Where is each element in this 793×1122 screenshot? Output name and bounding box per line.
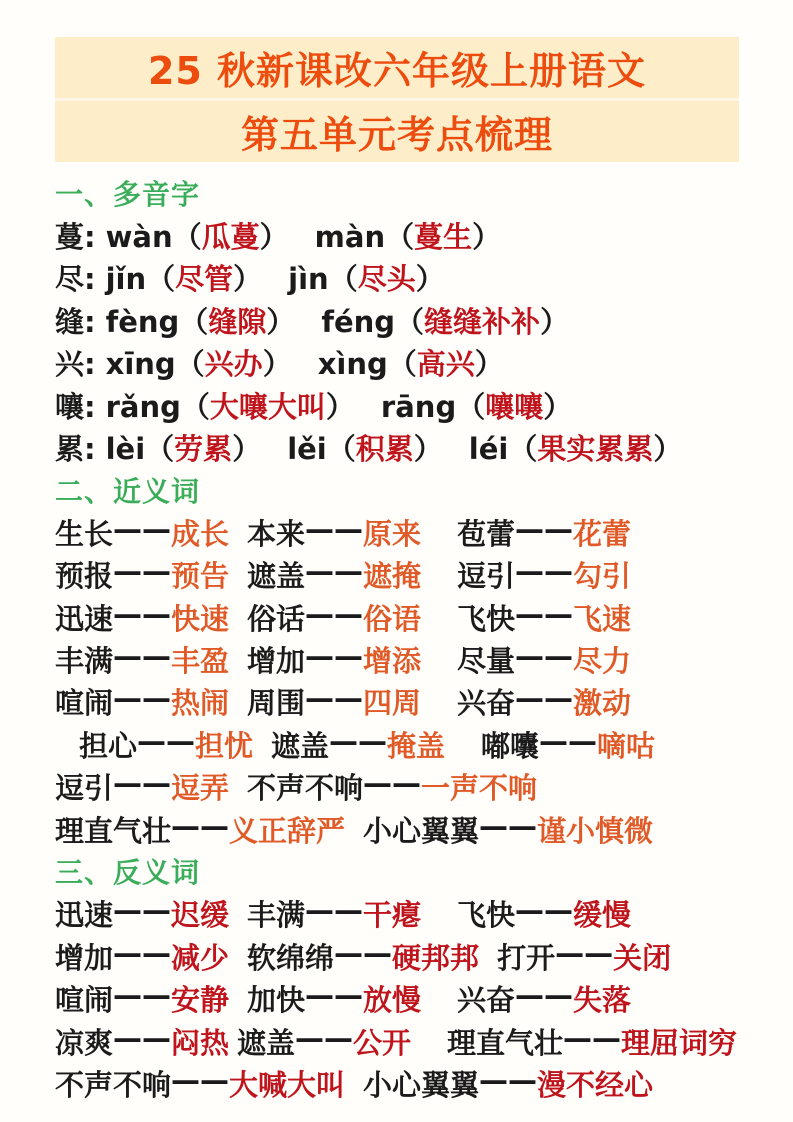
polyphone-character: 兴:	[55, 347, 96, 382]
word-pair	[247, 512, 457, 553]
pair-word-b: 失落	[573, 983, 632, 1018]
polyphone-reading	[381, 385, 572, 426]
reading-close-paren: ）	[474, 347, 504, 382]
pair-dash: ——	[113, 978, 172, 1013]
reading-pinyin: féng（	[321, 304, 425, 339]
pair-dash: ——	[329, 723, 388, 758]
pair-dash: ——	[515, 638, 574, 673]
pair-word-a: 喧闹	[55, 686, 114, 721]
reading-example-word: 瓜蔓	[201, 220, 260, 255]
polyphone-character: 缝:	[55, 304, 96, 339]
reading-pinyin: fèng（	[105, 304, 209, 339]
pair-word-b: 尽力	[573, 643, 632, 678]
pair-dash: ——	[113, 554, 172, 589]
pair-word-b: 担忧	[195, 728, 254, 763]
pair-word-a: 担心	[79, 728, 138, 763]
reading-close-paren: ）	[232, 432, 262, 467]
pair-dash: ——	[113, 1020, 172, 1055]
pair-dash: ——	[515, 893, 574, 928]
pair-word-b: 嘀咕	[597, 728, 656, 763]
reading-example-word: 缝隙	[208, 304, 267, 339]
pair-word-a: 嘟囔	[481, 728, 540, 763]
polyphone-row	[55, 426, 755, 468]
antonym-rows	[55, 893, 755, 1105]
synonym-row	[55, 808, 755, 850]
pair-dash: ——	[515, 511, 574, 546]
pair-word-a: 俗话	[247, 601, 306, 636]
word-pair	[457, 681, 649, 722]
reading-close-paren: ）	[543, 389, 573, 424]
word-pair	[447, 1021, 755, 1062]
pair-word-a: 凉爽	[55, 1025, 114, 1060]
pair-word-b: 安静	[171, 983, 230, 1018]
pair-word-a: 增加	[55, 940, 114, 975]
word-pair	[237, 1021, 447, 1062]
pair-word-b: 丰盈	[171, 643, 230, 678]
reading-pinyin: rǎng（	[105, 389, 210, 424]
reading-close-paren: ）	[653, 432, 683, 467]
word-pair	[79, 724, 271, 765]
pair-dash: ——	[137, 723, 196, 758]
pair-dash: ——	[171, 808, 230, 843]
word-pair	[55, 766, 247, 807]
pair-word-a: 苞蕾	[457, 516, 516, 551]
reading-close-paren: ）	[540, 304, 570, 339]
word-pair	[457, 554, 649, 595]
synonym-row	[55, 681, 755, 723]
pair-word-b: 迟缓	[171, 898, 230, 933]
reading-example-word: 嚷嚷	[485, 389, 544, 424]
pair-dash: ——	[363, 766, 422, 801]
reading-close-paren: ）	[472, 220, 502, 255]
reading-pinyin: màn（	[314, 220, 415, 255]
pair-word-a: 本来	[247, 516, 306, 551]
pair-word-a: 理直气壮	[55, 813, 172, 848]
pair-word-a: 飞快	[457, 601, 516, 636]
polyphone-row	[55, 342, 755, 384]
pair-word-b: 闷热	[171, 1025, 230, 1060]
reading-pinyin: jìn（	[288, 262, 358, 297]
pair-word-a: 软绵绵	[247, 940, 335, 975]
pair-word-a: 小心翼翼	[363, 1067, 480, 1102]
reading-pinyin: rāng（	[380, 389, 486, 424]
polyphone-reading	[469, 427, 683, 468]
pair-dash: ——	[294, 1020, 353, 1055]
pair-dash: ——	[305, 596, 364, 631]
pair-dash: ——	[113, 766, 172, 801]
pair-word-b: 成长	[171, 516, 230, 551]
pair-word-b: 硬邦邦	[392, 940, 480, 975]
pair-word-b: 逗弄	[171, 771, 230, 806]
pair-word-b: 掩盖	[387, 728, 446, 763]
word-pair	[55, 512, 247, 553]
word-pair	[247, 936, 497, 977]
polyphone-row	[55, 299, 755, 341]
reading-pinyin: wàn（	[105, 220, 202, 255]
pair-dash: ——	[305, 893, 364, 928]
reading-pinyin: xīng（	[105, 347, 205, 382]
reading-example-word: 尽管	[175, 262, 234, 297]
pair-word-b: 关闭	[613, 940, 672, 975]
reading-example-word: 果实累累	[537, 432, 654, 467]
pair-dash: ——	[305, 554, 364, 589]
pair-dash: ——	[171, 1062, 230, 1097]
word-pair	[457, 597, 649, 638]
polyphone-reading	[106, 427, 262, 468]
word-pair	[55, 1021, 237, 1062]
pair-word-b: 花蕾	[573, 516, 632, 551]
pair-word-a: 增加	[247, 643, 306, 678]
pair-word-b: 原来	[363, 516, 422, 551]
reading-example-word: 兴办	[204, 347, 263, 382]
reading-pinyin: léi（	[468, 432, 538, 467]
word-pair	[247, 766, 555, 807]
polyphone-rows	[55, 214, 755, 468]
synonym-row	[55, 638, 755, 680]
reading-example-word: 尽头	[357, 262, 416, 297]
pair-dash: ——	[479, 808, 538, 843]
word-pair	[55, 809, 363, 850]
polyphone-character: 尽:	[55, 262, 96, 297]
polyphone-reading	[106, 257, 263, 298]
title-line-2: 第五单元考点梳理	[55, 98, 739, 162]
antonym-row	[55, 977, 755, 1019]
pair-word-a: 飞快	[457, 898, 516, 933]
reading-pinyin: xìng（	[317, 347, 417, 382]
synonym-row	[55, 596, 755, 638]
pair-word-a: 尽量	[457, 643, 516, 678]
polyphone-reading	[288, 257, 445, 298]
pair-dash: ——	[479, 1062, 538, 1097]
synonym-row	[55, 511, 755, 553]
reading-close-paren: ）	[262, 347, 292, 382]
pair-word-b: 减少	[171, 940, 230, 975]
reading-close-paren: ）	[325, 389, 355, 424]
polyphone-row	[55, 257, 755, 299]
polyphone-reading	[321, 300, 569, 341]
polyphone-reading	[287, 427, 443, 468]
pair-dash: ——	[113, 638, 172, 673]
pair-dash: ——	[305, 511, 364, 546]
polyphone-row	[55, 384, 755, 426]
word-pair	[481, 724, 673, 765]
pair-dash: ——	[305, 978, 364, 1013]
synonym-row	[55, 765, 755, 807]
polyphone-reading	[106, 385, 355, 426]
word-pair	[457, 978, 649, 1019]
pair-word-b: 漫不经心	[537, 1067, 654, 1102]
pair-dash: ——	[515, 978, 574, 1013]
pair-word-a: 兴奋	[457, 686, 516, 721]
worksheet-content	[55, 172, 755, 1105]
pair-dash: ——	[113, 511, 172, 546]
reading-close-paren: ）	[413, 432, 443, 467]
pair-word-a: 理直气壮	[446, 1025, 563, 1060]
pair-word-b: 理屈词穷	[620, 1025, 737, 1060]
pair-dash: ——	[515, 554, 574, 589]
word-pair	[247, 554, 457, 595]
word-pair	[363, 1063, 671, 1104]
word-pair	[457, 893, 649, 934]
pair-word-a: 生长	[55, 516, 114, 551]
pair-word-a: 周围	[247, 686, 306, 721]
reading-example-word: 大嚷大叫	[209, 389, 326, 424]
pair-word-b: 干瘪	[363, 898, 422, 933]
word-pair	[247, 597, 457, 638]
polyphone-reading	[106, 342, 292, 383]
pair-word-a: 遮盖	[271, 728, 330, 763]
pair-dash: ——	[305, 638, 364, 673]
reading-example-word: 缝缝补补	[424, 304, 541, 339]
synonym-row	[55, 723, 755, 765]
word-pair	[247, 639, 457, 680]
word-pair	[55, 554, 247, 595]
pair-word-a: 遮盖	[236, 1025, 295, 1060]
pair-dash: ——	[305, 681, 364, 716]
word-pair	[55, 597, 247, 638]
reading-pinyin: jǐn（	[105, 262, 176, 297]
word-pair	[457, 639, 649, 680]
pair-word-a: 不声不响	[55, 1067, 172, 1102]
word-pair	[247, 893, 457, 934]
pair-word-b: 增添	[363, 643, 422, 678]
pair-word-a: 遮盖	[247, 559, 306, 594]
reading-example-word: 蔓生	[414, 220, 473, 255]
polyphone-character: 蔓:	[55, 220, 96, 255]
pair-word-a: 逗引	[55, 771, 114, 806]
pair-word-b: 义正辞严	[229, 813, 346, 848]
word-pair	[55, 978, 247, 1019]
antonym-row	[55, 1062, 755, 1104]
word-pair	[457, 512, 649, 553]
section-heading-antonyms: 三、反义词	[55, 856, 201, 890]
pair-dash: ——	[539, 723, 598, 758]
pair-dash: ——	[334, 935, 393, 970]
reading-example-word: 积累	[355, 432, 414, 467]
pair-word-b: 勾引	[573, 559, 632, 594]
pair-word-b: 缓慢	[573, 898, 632, 933]
pair-dash: ——	[113, 935, 172, 970]
antonym-row	[55, 893, 755, 935]
pair-word-b: 预告	[171, 559, 230, 594]
pair-word-b: 放慢	[363, 983, 422, 1018]
word-pair	[55, 639, 247, 680]
pair-word-b: 谨小慎微	[537, 813, 654, 848]
reading-pinyin: lèi（	[105, 432, 175, 467]
pair-word-a: 逗引	[457, 559, 516, 594]
pair-word-a: 兴奋	[457, 983, 516, 1018]
pair-word-a: 迅速	[55, 898, 114, 933]
word-pair	[497, 936, 689, 977]
word-pair	[55, 1063, 363, 1104]
pair-word-a: 丰满	[55, 643, 114, 678]
pair-word-a: 迅速	[55, 601, 114, 636]
pair-word-b: 四周	[363, 686, 422, 721]
pair-word-a: 预报	[55, 559, 114, 594]
pair-word-b: 飞速	[573, 601, 632, 636]
reading-close-paren: ）	[233, 262, 263, 297]
pair-word-a: 小心翼翼	[363, 813, 480, 848]
pair-dash: ——	[515, 596, 574, 631]
pair-dash: ——	[562, 1020, 621, 1055]
pair-word-a: 丰满	[247, 898, 306, 933]
pair-word-a: 打开	[497, 940, 556, 975]
polyphone-reading	[106, 300, 296, 341]
pair-word-b: 热闹	[171, 686, 230, 721]
word-pair	[55, 681, 247, 722]
pair-word-b: 激动	[573, 686, 632, 721]
title-banner	[55, 37, 739, 162]
pair-dash: ——	[515, 681, 574, 716]
polyphone-reading	[315, 215, 501, 256]
reading-example-word: 高兴	[416, 347, 475, 382]
pair-word-b: 一声不响	[421, 771, 538, 806]
section-heading-synonyms: 二、近义词	[55, 474, 201, 508]
pair-word-b: 大喊大叫	[229, 1067, 346, 1102]
reading-pinyin: lěi（	[287, 432, 356, 467]
pair-dash: ——	[555, 935, 614, 970]
pair-word-b: 俗语	[363, 601, 422, 636]
polyphone-character: 累:	[55, 432, 96, 467]
reading-example-word: 劳累	[174, 432, 233, 467]
polyphone-row	[55, 214, 755, 256]
polyphone-reading	[318, 342, 504, 383]
section-heading-polyphones: 一、多音字	[55, 178, 201, 212]
pair-word-a: 加快	[247, 983, 306, 1018]
pair-word-b: 快速	[171, 601, 230, 636]
word-pair	[55, 936, 247, 977]
antonym-row	[55, 1020, 755, 1062]
polyphone-character: 嚷:	[55, 389, 96, 424]
reading-close-paren: ）	[415, 262, 445, 297]
reading-close-paren: ）	[259, 220, 289, 255]
title-line-1: 25 秋新课改六年级上册语文	[147, 49, 647, 93]
pair-word-b: 遮掩	[363, 559, 422, 594]
word-pair	[247, 978, 457, 1019]
pair-dash: ——	[113, 596, 172, 631]
synonym-rows	[55, 511, 755, 850]
polyphone-reading	[106, 215, 289, 256]
word-pair	[363, 809, 671, 850]
pair-dash: ——	[113, 681, 172, 716]
word-pair	[271, 724, 481, 765]
word-pair	[247, 681, 457, 722]
antonym-row	[55, 935, 755, 977]
pair-word-b: 公开	[352, 1025, 411, 1060]
pair-word-a: 喧闹	[55, 983, 114, 1018]
pair-dash: ——	[113, 893, 172, 928]
reading-close-paren: ）	[266, 304, 296, 339]
pair-word-a: 不声不响	[247, 771, 364, 806]
synonym-row	[55, 554, 755, 596]
word-pair	[55, 893, 247, 934]
